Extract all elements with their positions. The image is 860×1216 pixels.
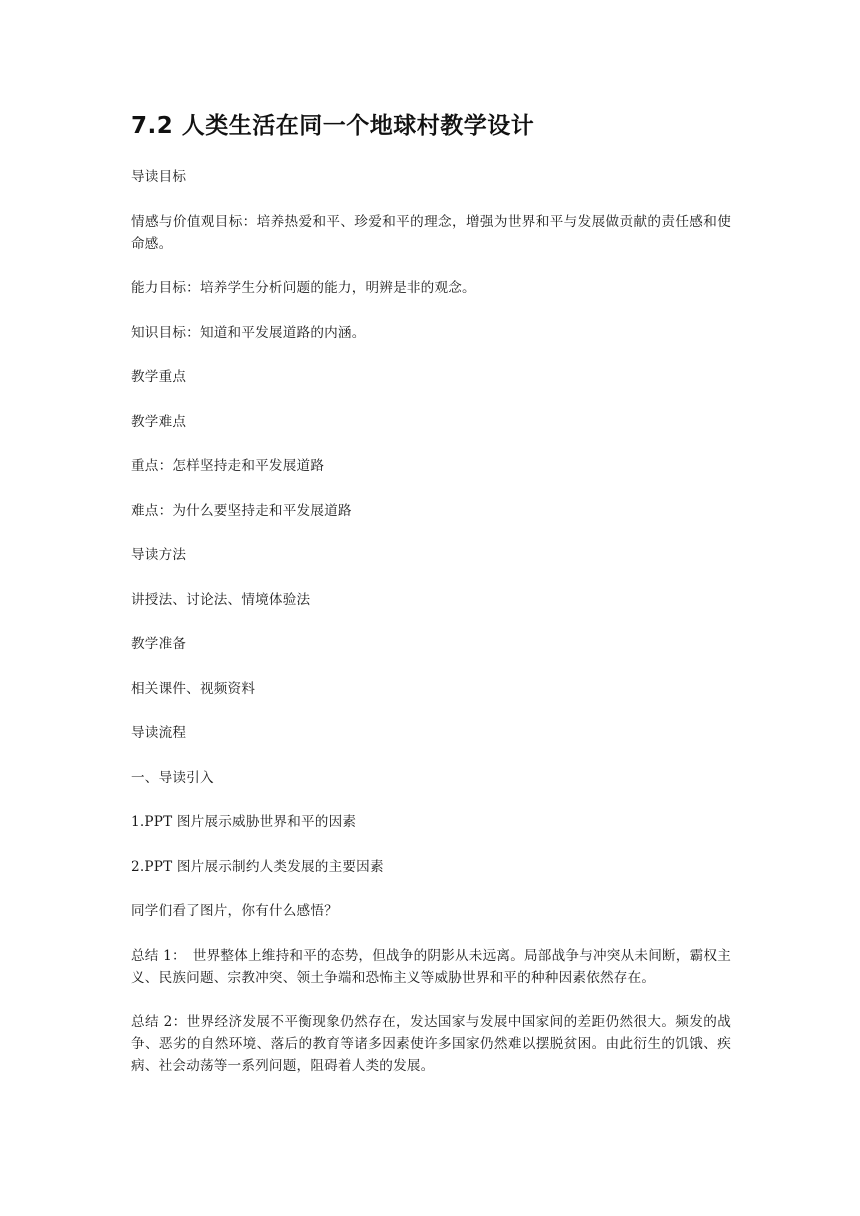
heading-key-points: 教学重点 — [131, 369, 187, 385]
methods-text: 讲授法、讨论法、情境体验法 — [131, 591, 311, 608]
heading-difficult-points: 教学难点 — [131, 413, 187, 430]
document-page — [131, 110, 731, 1100]
section-introduction: 一、导读引入 — [131, 769, 214, 786]
heading-reading-process: 导读流程 — [131, 725, 187, 741]
goal-ability: 能力目标：培养学生分析问题的能力，明辨是非的观念。 — [131, 280, 476, 296]
step-2-text: 2.PPT 图片展示制约人类发展的主要因素 — [131, 858, 384, 875]
heading-reading-goals: 导读目标 — [131, 169, 187, 185]
document-title: 7.2 人类生活在同一个地球村教学设计 — [131, 113, 535, 139]
key-point-text: 重点：怎样坚持走和平发展道路 — [131, 458, 325, 474]
preparation-text: 相关课件、视频资料 — [131, 680, 256, 697]
goal-emotion-values: 情感与价值观目标：培养热爱和平、珍爱和平的理念，增强为世界和平与发展做贡献的责任感和使命感。 — [131, 213, 731, 252]
question-text: 同学们看了图片，你有什么感悟？ — [131, 903, 338, 919]
difficult-point-text: 难点：为什么要坚持走和平发展道路 — [131, 502, 352, 519]
summary-1-text: 总结 1： 世界整体上维持和平的态势，但战争的阴影从未远离。局部战争与冲突从未间断，霸权主义、民族问题、宗教冲突、领土争端和恐怖主义等威胁世界和平的种种因素依然存在。 — [131, 947, 731, 986]
goal-knowledge: 知识目标：知道和平发展道路的内涵。 — [131, 324, 366, 341]
step-1-text: 1.PPT 图片展示威胁世界和平的因素 — [131, 814, 357, 830]
heading-reading-methods: 导读方法 — [131, 547, 187, 563]
summary-2-text: 总结 2：世界经济发展不平衡现象仍然存在，发达国家与发展中国家间的差距仍然很大。频发的战争、恶劣的自然环境、落后的教育等诸多因素使许多国家仍然难以摆脱贫困。由此衍生的饥饿、疾病、社会动荡等一系列问题，阻碍着人类的发展。 — [131, 1014, 731, 1074]
heading-preparation: 教学准备 — [131, 636, 187, 652]
